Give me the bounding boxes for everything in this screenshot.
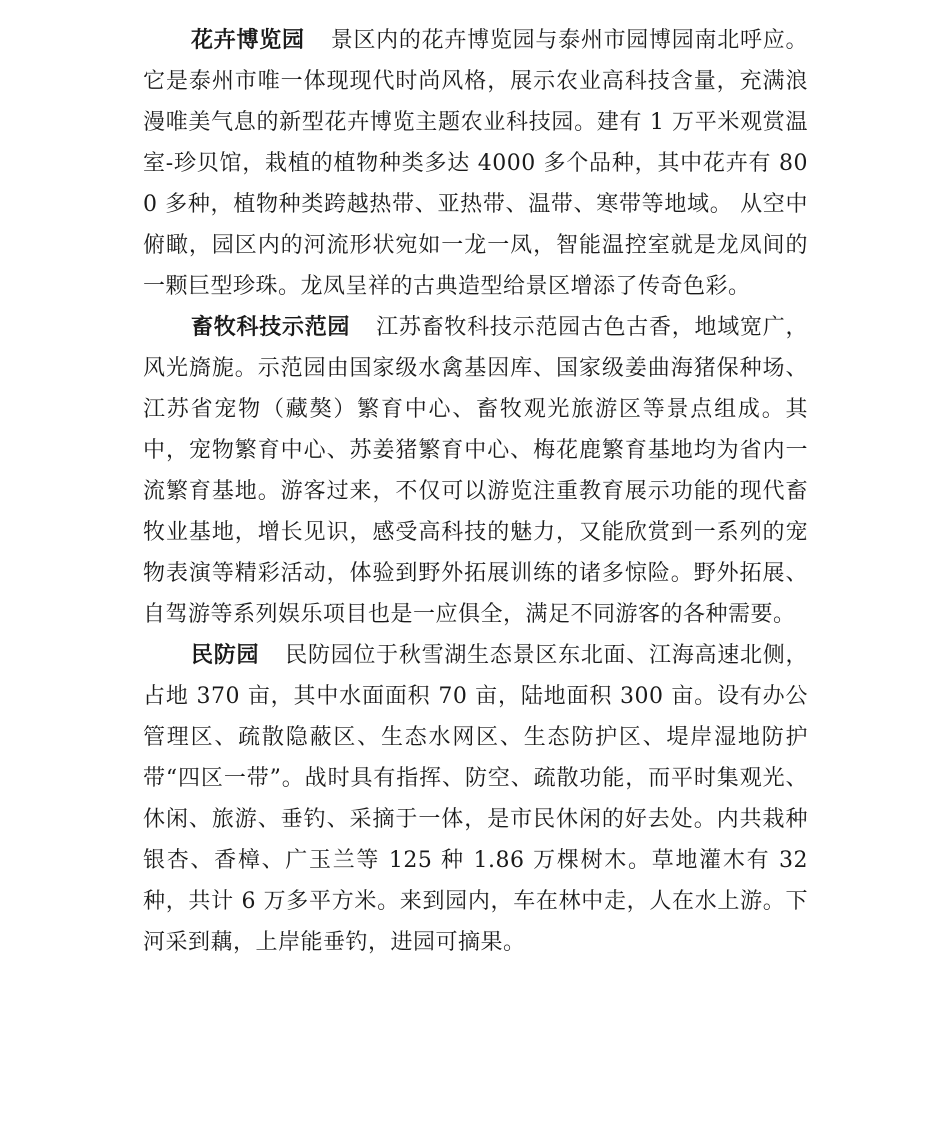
section-livestock-tech-park xyxy=(143,307,808,635)
document-page xyxy=(143,20,808,963)
section-title: 民防园 xyxy=(191,642,260,668)
section-civil-defense-park xyxy=(143,635,808,963)
section-body: 民防园位于秋雪湖生态景区东北面、江海高速北侧，占地 370 亩，其中水面面积 70 亩，陆地面积 300 亩。设有办公管理区、疏散隐蔽区、生态水网区、生态防护区、堤岸湿地防护带“四区一带”。战时具有指挥、防空、疏散功能，而平时集观光、休闲、旅游、垂钓、采摘于一体，是市民休闲的好去处。内共栽种银杏、香樟、广玉兰等 125 种 1.86 万棵树木。草地灌木有 32 种，共计 6 万多平方米。来到园内，车在林中走，人在水上游。下河采到藕，上岸能垂钓，进园可摘果。 xyxy=(143,643,808,955)
section-flower-expo-park xyxy=(143,20,808,307)
section-title: 畜牧科技示范园 xyxy=(191,314,351,340)
section-title: 花卉博览园 xyxy=(191,27,305,53)
section-body: 景区内的花卉博览园与泰州市园博园南北呼应。它是泰州市唯一体现现代时尚风格，展示农业高科技含量，充满浪漫唯美气息的新型花卉博览主题农业科技园。建有 1 万平米观赏温室-珍贝馆，栽植的植物种类多达 4000 多个品种，其中花卉有 800 多种，植物种类跨越热带、亚热带、温带、寒带等地域。 从空中俯瞰，园区内的河流形状宛如一龙一凤，智能温控室就是龙凤间的一颗巨型珍珠。龙凤呈祥的古典造型给景区增添了传奇色彩。 xyxy=(143,28,808,299)
section-body: 江苏畜牧科技示范园古色古香，地域宽广，风光旖旎。示范园由国家级水禽基因库、国家级姜曲海猪保种场、江苏省宠物（藏獒）繁育中心、畜牧观光旅游区等景点组成。其中，宠物繁育中心、苏姜猪繁育中心、梅花鹿繁育基地均为省内一流繁育基地。游客过来，不仅可以游览注重教育展示功能的现代畜牧业基地，增长见识，感受高科技的魅力，又能欣赏到一系列的宠物表演等精彩活动，体验到野外拓展训练的诸多惊险。野外拓展、自驾游等系列娱乐项目也是一应俱全，满足不同游客的各种需要。 xyxy=(143,315,808,627)
